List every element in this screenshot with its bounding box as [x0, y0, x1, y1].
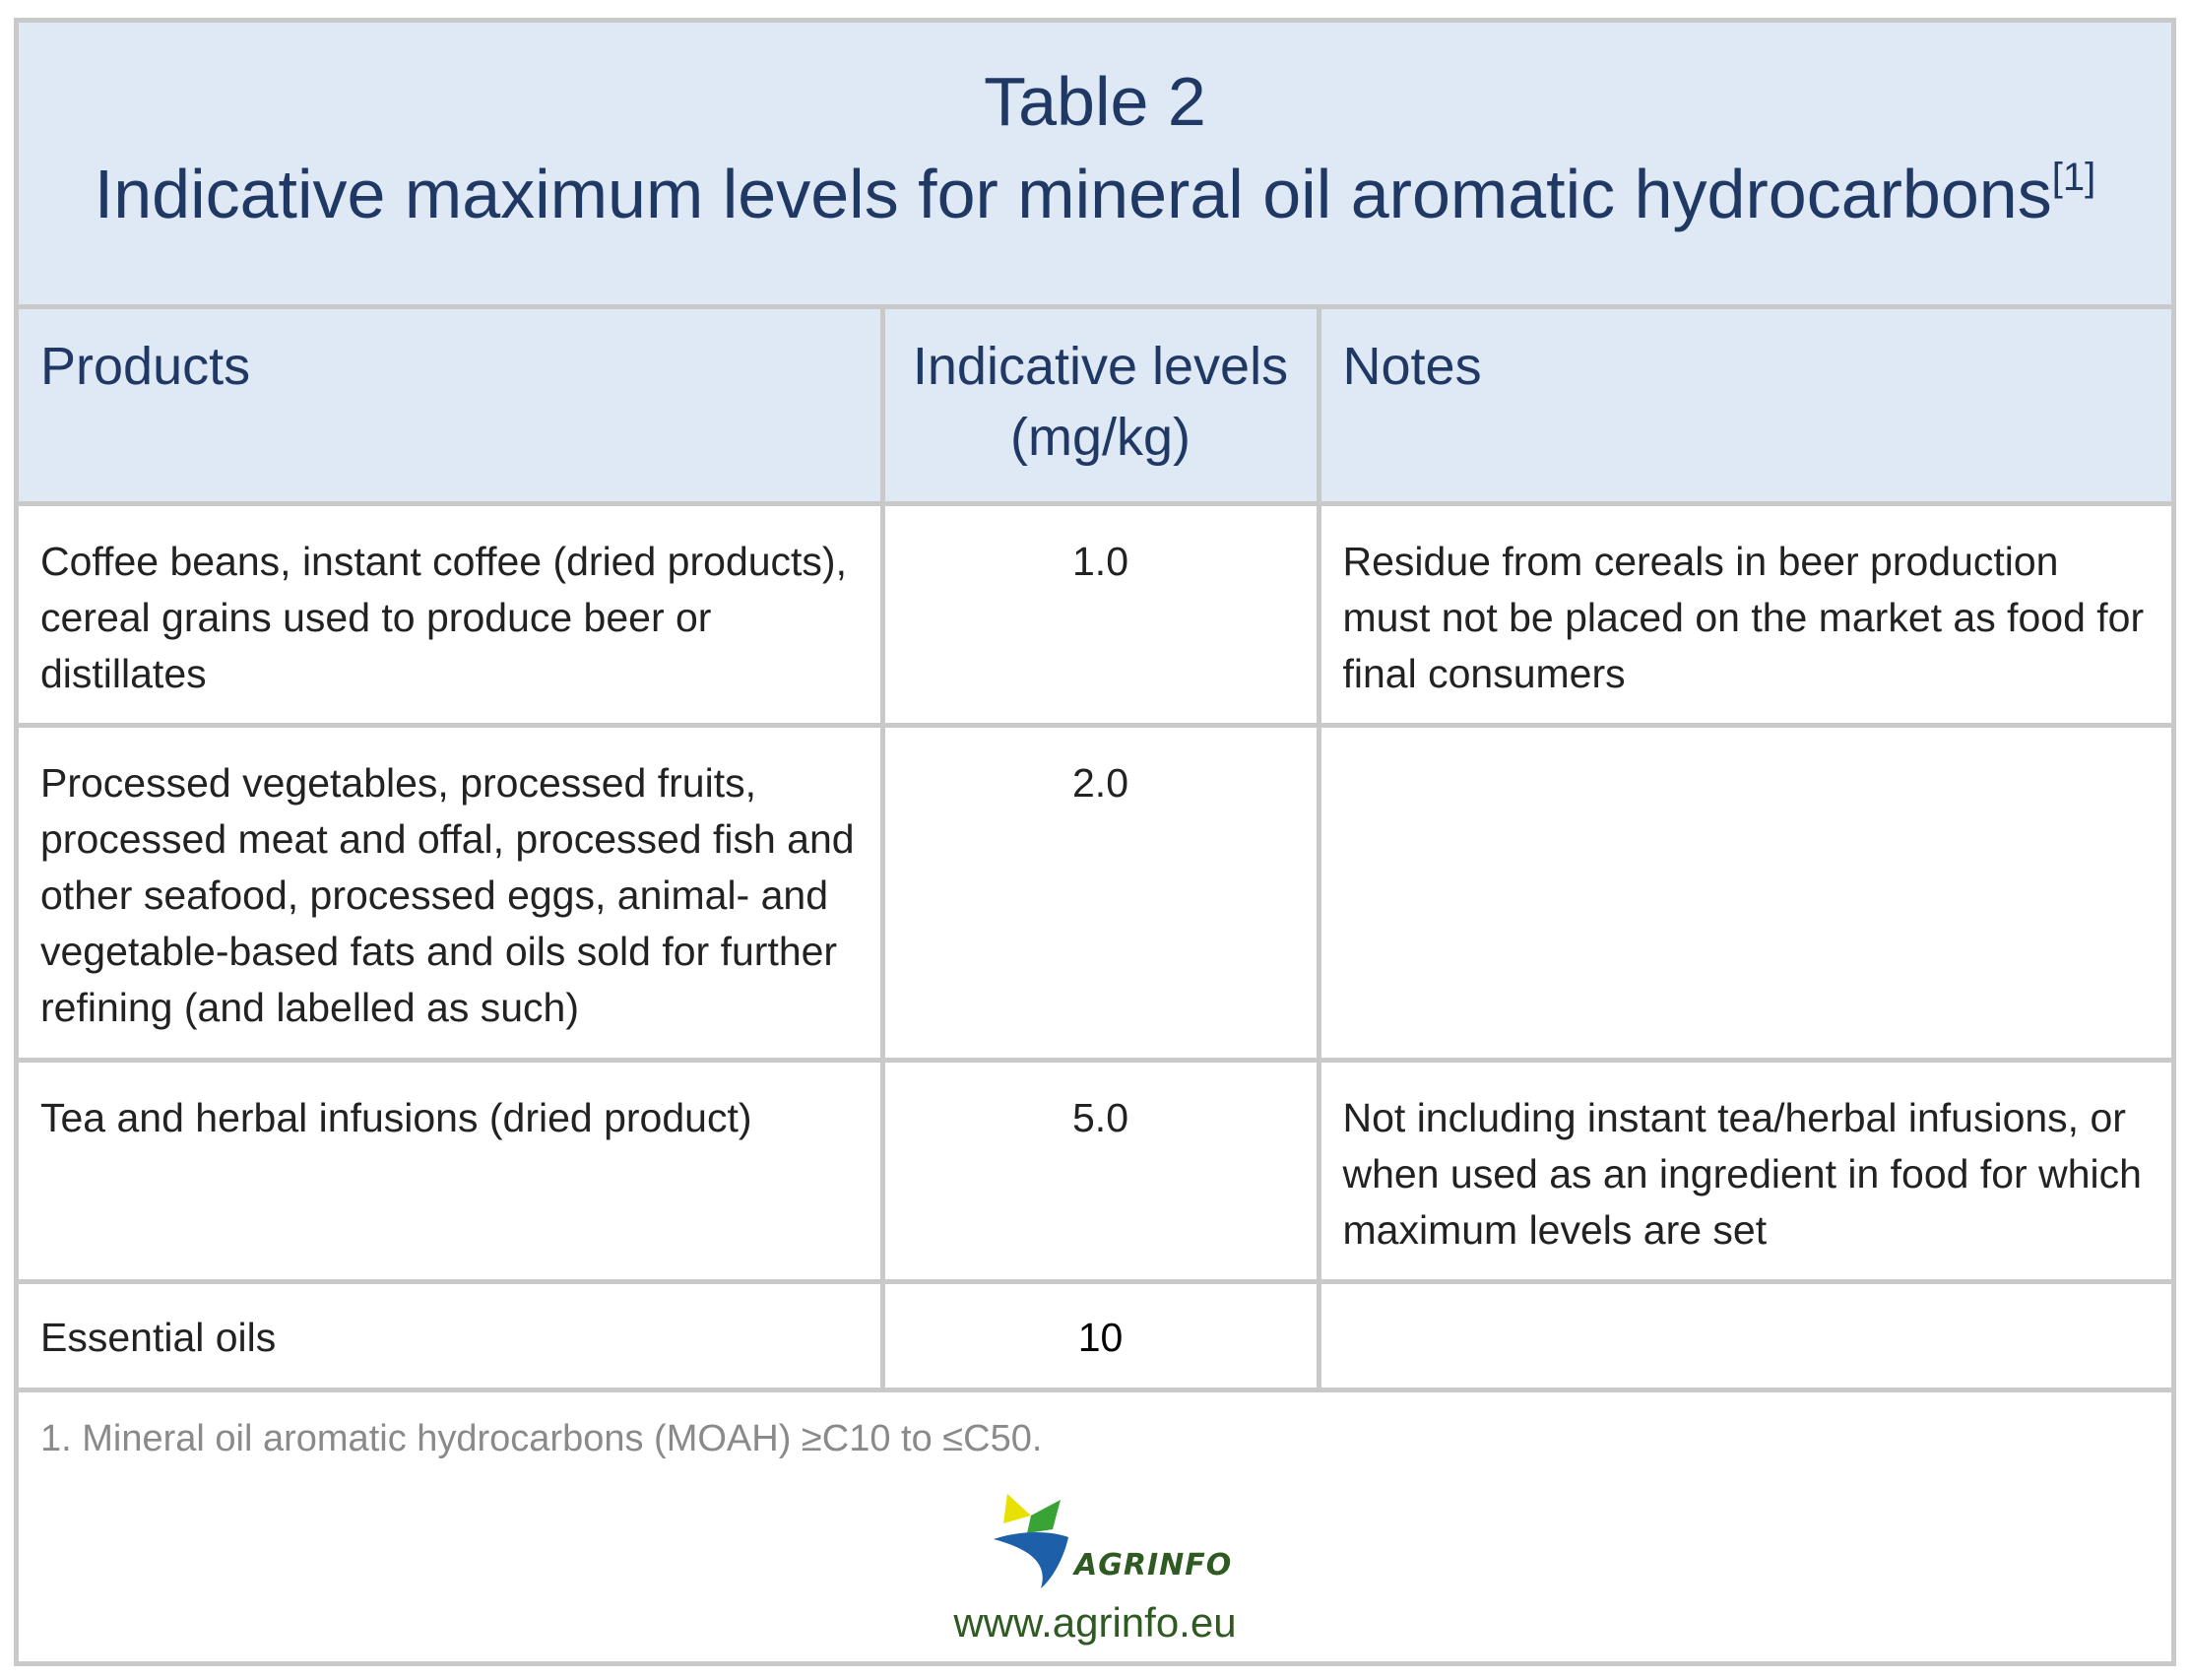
table-title-text: Indicative maximum levels for mineral oil aromatic hydrocarbons	[94, 156, 2052, 232]
table-header-row	[19, 309, 2171, 503]
table-row	[19, 503, 2171, 725]
product-cell: Coffee beans, instant coffee (dried products), cereal grains used to produce beer or distillates	[19, 503, 882, 725]
product-cell: Tea and herbal infusions (dried product)	[19, 1060, 882, 1281]
note-cell: Residue from cereals in beer production must not be placed on the market as food for final consumers	[1319, 503, 2171, 725]
document-frame	[14, 18, 2176, 1666]
footnote-reference: [1]	[2051, 156, 2096, 199]
note-cell	[1319, 1281, 2171, 1389]
level-cell: 10	[882, 1281, 1319, 1389]
table-footnote: 1. Mineral oil aromatic hydrocarbons (MOAH) ≥C10 to ≤C50.	[40, 1418, 1043, 1459]
column-header-products: Products	[19, 309, 882, 503]
title-block	[19, 23, 2171, 309]
table-row	[19, 1281, 2171, 1389]
column-header-levels: Indicative levels (mg/kg)	[882, 309, 1319, 503]
note-cell: Not including instant tea/herbal infusions, or when used as an ingredient in food for which maximum levels are set	[1319, 1060, 2171, 1281]
table-title	[19, 153, 2171, 235]
website-url[interactable]: www.agrinfo.eu	[953, 1599, 1237, 1646]
levels-table	[19, 309, 2171, 1392]
note-cell	[1319, 725, 2171, 1060]
table-row	[19, 725, 2171, 1060]
table-row	[19, 1060, 2171, 1281]
product-cell: Processed vegetables, processed fruits, processed meat and offal, processed fish and other seafood, processed eggs, animal- and vegetable-based fats and oils sold for further refining (and labelled as such)	[19, 725, 882, 1060]
column-header-notes: Notes	[1319, 309, 2171, 503]
product-cell: Essential oils	[19, 1281, 882, 1389]
level-cell: 2.0	[882, 725, 1319, 1060]
level-cell: 5.0	[882, 1060, 1319, 1281]
agrinfo-logo-text: AGRINFO	[1074, 1548, 1233, 1583]
table-number: Table 2	[984, 63, 1206, 140]
level-cell: 1.0	[882, 503, 1319, 725]
